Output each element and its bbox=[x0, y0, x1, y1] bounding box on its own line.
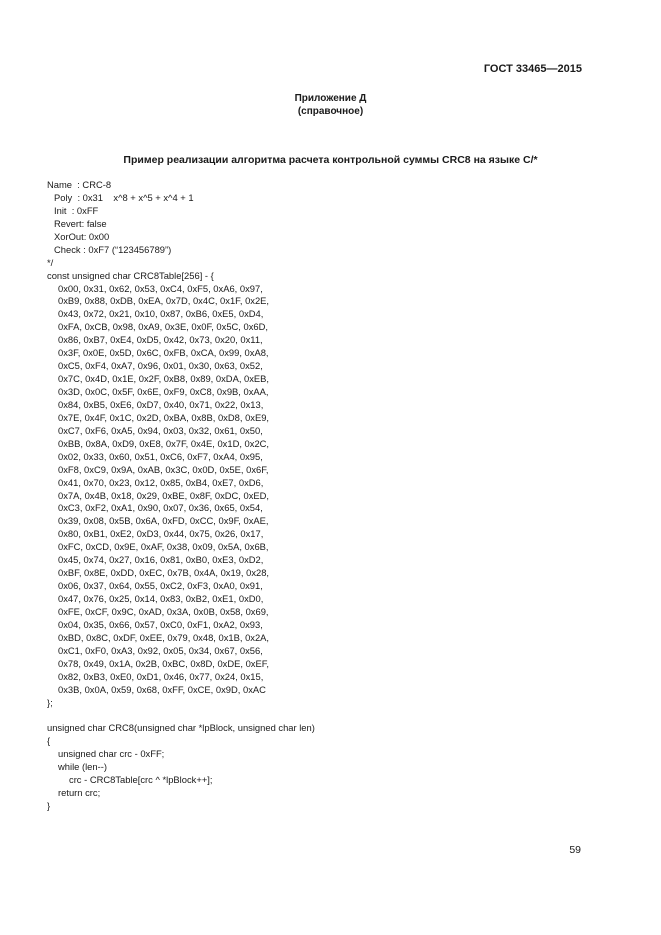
code-table-close: }; bbox=[47, 696, 53, 708]
code-table-row: 0xF8, 0xC9, 0x9A, 0xAB, 0x3C, 0x0D, 0x5E, 0x6F, bbox=[58, 463, 269, 475]
code-table-row: 0x39, 0x08, 0x5B, 0x6A, 0xFD, 0xCC, 0x9F, 0xAE, bbox=[58, 515, 269, 527]
code-table-row: 0xFE, 0xCF, 0x9C, 0xAD, 0x3A, 0x0B, 0x58, 0x69, bbox=[58, 605, 269, 617]
code-function-line: while (len--) bbox=[58, 761, 107, 773]
code-function-line: { bbox=[47, 735, 51, 747]
code-table-row: 0xC1, 0xF0, 0xA3, 0x92, 0x05, 0x34, 0x67, 0x56, bbox=[58, 644, 263, 656]
code-table-row: 0xBD, 0x8C, 0xDF, 0xEE, 0x79, 0x48, 0x1B, 0x2A, bbox=[58, 631, 270, 643]
code-table-row: 0x04, 0x35, 0x66, 0x57, 0xC0, 0xF1, 0xA2, 0x93, bbox=[58, 618, 263, 630]
code-function-line: unsigned char CRC8(unsigned char *lpBlock, unsigned char len) bbox=[47, 722, 315, 734]
code-table-row: 0xC3, 0xF2, 0xA1, 0x90, 0x07, 0x36, 0x65, 0x54, bbox=[58, 502, 263, 514]
code-table-row: 0x00, 0x31, 0x62, 0x53, 0xC4, 0xF5, 0xA6, 0x97, bbox=[58, 282, 263, 294]
code-table-row: 0x02, 0x33, 0x60, 0x51, 0xC6, 0xF7, 0xA4, 0x95, bbox=[58, 450, 263, 462]
code-function-line: } bbox=[47, 800, 51, 811]
code-table-row: 0x3B, 0x0A, 0x59, 0x68, 0xFF, 0xCE, 0x9D, 0xAC bbox=[58, 683, 266, 695]
code-table-row: 0x84, 0xB5, 0xE6, 0xD7, 0x40, 0x71, 0x22, 0x13, bbox=[58, 398, 264, 410]
code-function-line: unsigned char crc - 0xFF; bbox=[58, 748, 165, 760]
appendix-title: Приложение Д bbox=[294, 93, 367, 104]
code-table-row: 0xFA, 0xCB, 0x98, 0xA9, 0x3E, 0x0F, 0x5C, 0x6D, bbox=[58, 321, 268, 333]
code-table-row: 0xC7, 0xF6, 0xA5, 0x94, 0x03, 0x32, 0x61, 0x50, bbox=[58, 424, 263, 436]
code-table-row: 0x41, 0x70, 0x23, 0x12, 0x85, 0xB4, 0xE7, 0xD6, bbox=[58, 476, 264, 488]
section-title: Пример реализации алгоритма расчета контрольной суммы CRC8 на языке С/* bbox=[123, 154, 538, 166]
code-table-row: 0x45, 0x74, 0x27, 0x16, 0x81, 0xB0, 0xE3, 0xD2, bbox=[58, 554, 264, 566]
code-table-row: 0x7E, 0x4F, 0x1C, 0x2D, 0xBA, 0x8B, 0xD8, 0xE9, bbox=[58, 411, 270, 423]
code-table-row: 0x06, 0x37, 0x64, 0x55, 0xC2, 0xF3, 0xA0, 0x91, bbox=[58, 580, 263, 592]
code-table-row: 0xC5, 0xF4, 0xA7, 0x96, 0x01, 0x30, 0x63, 0x52, bbox=[58, 360, 263, 372]
code-function-line: crc - CRC8Table[crc ^ *lpBlock++]; bbox=[69, 774, 213, 786]
code-blank-line bbox=[47, 709, 315, 722]
code-param-line: Poly : 0x31 x^8 + x^5 + x^4 + 1 bbox=[54, 191, 194, 203]
code-table-row: 0xB9, 0x88, 0xDB, 0xEA, 0x7D, 0x4C, 0x1F, 0x2E, bbox=[58, 295, 270, 307]
code-table-row: 0x86, 0xB7, 0xE4, 0xD5, 0x42, 0x73, 0x20, 0x11, bbox=[58, 334, 263, 346]
code-table-row: 0xBB, 0x8A, 0xD9, 0xE8, 0x7F, 0x4E, 0x1D, 0x2C, bbox=[58, 437, 270, 449]
code-table-row: 0x3F, 0x0E, 0x5D, 0x6C, 0xFB, 0xCA, 0x99, 0xA8, bbox=[58, 347, 269, 359]
code-param-line: Name : CRC-8 bbox=[47, 179, 112, 190]
appendix-subtitle: (справочное) bbox=[297, 106, 364, 117]
page-number: 59 bbox=[569, 844, 581, 856]
code-function-line: return crc; bbox=[58, 787, 101, 799]
code-param-line: Revert: false bbox=[54, 217, 107, 229]
code-table-row: 0x78, 0x49, 0x1A, 0x2B, 0xBC, 0x8D, 0xDE, 0xEF, bbox=[58, 657, 270, 669]
code-param-line: */ bbox=[47, 256, 54, 268]
standard-number: ГОСТ 33465—2015 bbox=[483, 63, 582, 75]
code-table-row: 0x3D, 0x0C, 0x5F, 0x6E, 0xF9, 0xC8, 0x9B, 0xAA, bbox=[58, 386, 269, 397]
code-table-row: 0x43, 0x72, 0x21, 0x10, 0x87, 0xB6, 0xE5, 0xD4, bbox=[58, 308, 264, 320]
code-table-row: 0x7A, 0x4B, 0x18, 0x29, 0xBE, 0x8F, 0xDC, 0xED, bbox=[58, 489, 270, 501]
code-table-row: 0xFC, 0xCD, 0x9E, 0xAF, 0x38, 0x09, 0x5A, 0x6B, bbox=[58, 541, 269, 553]
code-listing bbox=[47, 179, 315, 813]
code-table-declaration: const unsigned char CRC8Table[256] - { bbox=[47, 269, 214, 281]
appendix-heading bbox=[0, 92, 661, 118]
code-table-row: 0x82, 0xB3, 0xE0, 0xD1, 0x46, 0x77, 0x24, 0x15, bbox=[58, 670, 264, 682]
code-table-row: 0xBF, 0x8E, 0xDD, 0xEC, 0x7B, 0x4A, 0x19, 0x28, bbox=[58, 567, 270, 579]
code-param-line: Init : 0xFF bbox=[54, 204, 99, 216]
code-param-line: XorOut: 0x00 bbox=[54, 230, 110, 242]
code-table-row: 0x80, 0xB1, 0xE2, 0xD3, 0x44, 0x75, 0x26, 0x17, bbox=[58, 528, 264, 540]
code-table-row: 0x47, 0x76, 0x25, 0x14, 0x83, 0xB2, 0xE1, 0xD0, bbox=[58, 593, 264, 604]
code-param-line: Check : 0xF7 (“123456789”) bbox=[54, 243, 172, 255]
code-table-row: 0x7C, 0x4D, 0x1E, 0x2F, 0xB8, 0x89, 0xDA, 0xEB, bbox=[58, 373, 270, 385]
